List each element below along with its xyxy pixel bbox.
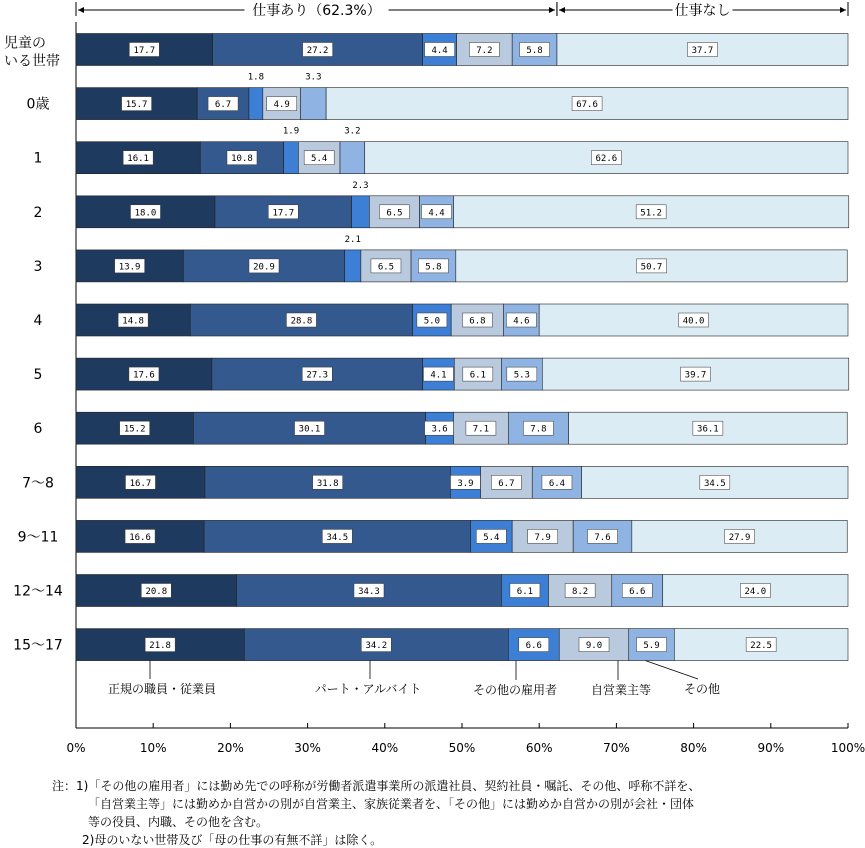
footnote-line-2: 「自営業主等」には勤めか自営かの別が自営業主、家族従業者を、「その他」には勤めか自営かの別が会社・団体 [88, 797, 695, 811]
data-label: 34.2 [365, 641, 388, 652]
bar-segment [352, 196, 370, 228]
x-tick-label: 90% [757, 741, 785, 755]
data-label: 6.8 [469, 316, 486, 327]
category-label: いる世帯 [4, 53, 60, 70]
data-label: 5.4 [311, 154, 328, 165]
x-tick-label: 50% [448, 741, 476, 755]
x-tick-label: 30% [294, 741, 321, 755]
data-label: 20.9 [253, 262, 275, 273]
data-label: 39.7 [684, 370, 707, 381]
data-label: 27.9 [728, 532, 751, 543]
data-label: 16.6 [129, 532, 151, 543]
data-label: 6.7 [498, 478, 515, 489]
footnote-line-4: 2)母のいない世帯及び「母の仕事の有無不詳」は除く。 [82, 833, 383, 847]
data-label: 7.6 [594, 532, 611, 543]
data-label: 21.8 [149, 641, 171, 652]
bar-segment [301, 88, 326, 120]
data-label: 34.3 [358, 587, 380, 597]
data-label: 36.1 [697, 424, 719, 435]
data-label: 34.5 [326, 532, 349, 543]
data-label: 28.8 [290, 316, 313, 327]
x-tick-label: 100% [830, 741, 865, 755]
category-label: 5 [33, 367, 43, 384]
legend-callout-label: 自営業主等 [590, 683, 652, 697]
data-label: 18.0 [134, 208, 157, 219]
data-label: 7.9 [534, 532, 551, 543]
legend-callout-label: その他 [683, 682, 721, 696]
category-label: 9～11 [17, 529, 59, 546]
data-label: 62.6 [595, 154, 618, 165]
data-label: 5.3 [513, 370, 530, 381]
footnote-line-1: 注：1)「その他の雇用者」には勤め先での呼称が労働者派遣事業所の派遣社員、契約社員・嘱託、その他、呼称不詳を、 [52, 779, 701, 793]
data-label: 7.2 [476, 46, 493, 56]
data-label: 7.8 [530, 424, 547, 435]
data-label: 1.8 [247, 72, 265, 83]
data-label: 14.8 [122, 316, 144, 327]
data-label: 13.9 [118, 262, 141, 273]
data-label: 8.2 [571, 587, 589, 597]
data-label: 3.6 [431, 424, 448, 435]
bracket-arrow [559, 7, 565, 13]
data-label: 31.8 [316, 478, 339, 489]
data-label: 10.8 [231, 154, 253, 165]
category-label: 7～8 [22, 475, 54, 492]
data-label: 22.5 [750, 641, 772, 652]
x-tick-label: 40% [371, 741, 399, 755]
data-label: 3.2 [344, 126, 361, 137]
category-label: 0歳 [26, 96, 50, 113]
data-label: 16.7 [129, 478, 152, 489]
x-tick-label: 0% [66, 741, 86, 755]
data-label: 24.0 [744, 587, 767, 597]
data-label: 27.2 [306, 46, 329, 56]
data-label: 4.9 [273, 100, 290, 111]
bracket-label: 仕事なし [674, 3, 731, 19]
x-tick-label: 70% [603, 741, 630, 755]
data-label: 17.6 [133, 370, 155, 381]
data-label: 51.2 [640, 208, 662, 219]
category-label: 1 [33, 150, 43, 167]
category-label: 児童の [4, 35, 46, 52]
bracket-arrow [549, 7, 555, 13]
bar-segment [284, 142, 299, 174]
data-label: 5.4 [483, 532, 500, 543]
data-label: 6.7 [214, 100, 232, 111]
data-label: 2.1 [344, 234, 361, 245]
data-label: 6.6 [629, 587, 646, 597]
data-label: 4.4 [428, 208, 445, 219]
data-label: 37.7 [691, 46, 714, 56]
data-label: 17.7 [272, 208, 295, 219]
data-label: 1.9 [282, 126, 300, 137]
data-label: 16.1 [127, 154, 149, 165]
data-label: 6.6 [525, 641, 542, 652]
x-tick-label: 10% [139, 741, 167, 755]
x-tick-label: 20% [217, 741, 244, 755]
data-label: 17.7 [133, 46, 156, 56]
data-label: 15.2 [123, 424, 146, 435]
data-label: 50.7 [640, 262, 663, 273]
data-label: 6.5 [386, 208, 403, 219]
x-tick-label: 60% [525, 741, 553, 755]
data-label: 27.3 [306, 370, 329, 381]
category-label: 12～14 [13, 583, 63, 600]
data-label: 5.8 [425, 262, 442, 273]
bracket-label: 仕事あり（62.3%） [252, 3, 381, 19]
data-label: 4.4 [431, 46, 448, 56]
data-label: 34.5 [703, 478, 726, 489]
x-tick-label: 80% [680, 741, 707, 755]
data-label: 5.9 [643, 641, 660, 652]
bracket-arrow [840, 7, 846, 13]
bar-segment [249, 88, 263, 120]
legend-leader [646, 661, 698, 679]
data-label: 30.1 [298, 424, 321, 435]
bracket-arrow [78, 7, 84, 13]
category-label: 15～17 [13, 637, 63, 654]
data-label: 20.8 [145, 587, 168, 597]
category-label: 2 [33, 204, 43, 221]
data-label: 7.1 [472, 424, 490, 435]
data-label: 6.1 [516, 587, 534, 597]
data-label: 2.3 [352, 180, 369, 191]
footnote-line-3: 等の役員、内職、その他を含む。 [88, 815, 269, 829]
data-label: 6.4 [548, 478, 566, 489]
data-label: 40.0 [682, 316, 705, 327]
bar-segment [345, 250, 361, 282]
legend-callout-label: パート・アルバイト [314, 682, 422, 696]
data-label: 6.1 [469, 370, 486, 381]
data-label: 9.0 [585, 641, 603, 652]
category-label: 6 [33, 421, 43, 438]
data-label: 3.3 [305, 72, 322, 83]
legend-callout-label: その他の雇用者 [472, 683, 558, 697]
data-label: 3.9 [457, 478, 474, 489]
data-label: 4.1 [430, 370, 447, 381]
data-label: 5.8 [526, 46, 543, 56]
bar-segment [340, 142, 365, 174]
data-label: 4.6 [513, 316, 530, 327]
category-label: 3 [33, 258, 43, 275]
data-label: 6.5 [377, 262, 395, 273]
legend-callout-label: 正規の職員・従業員 [107, 682, 217, 696]
data-label: 15.7 [125, 100, 148, 111]
data-label: 5.0 [423, 316, 441, 327]
data-label: 67.6 [576, 100, 598, 111]
category-label: 4 [33, 313, 43, 329]
